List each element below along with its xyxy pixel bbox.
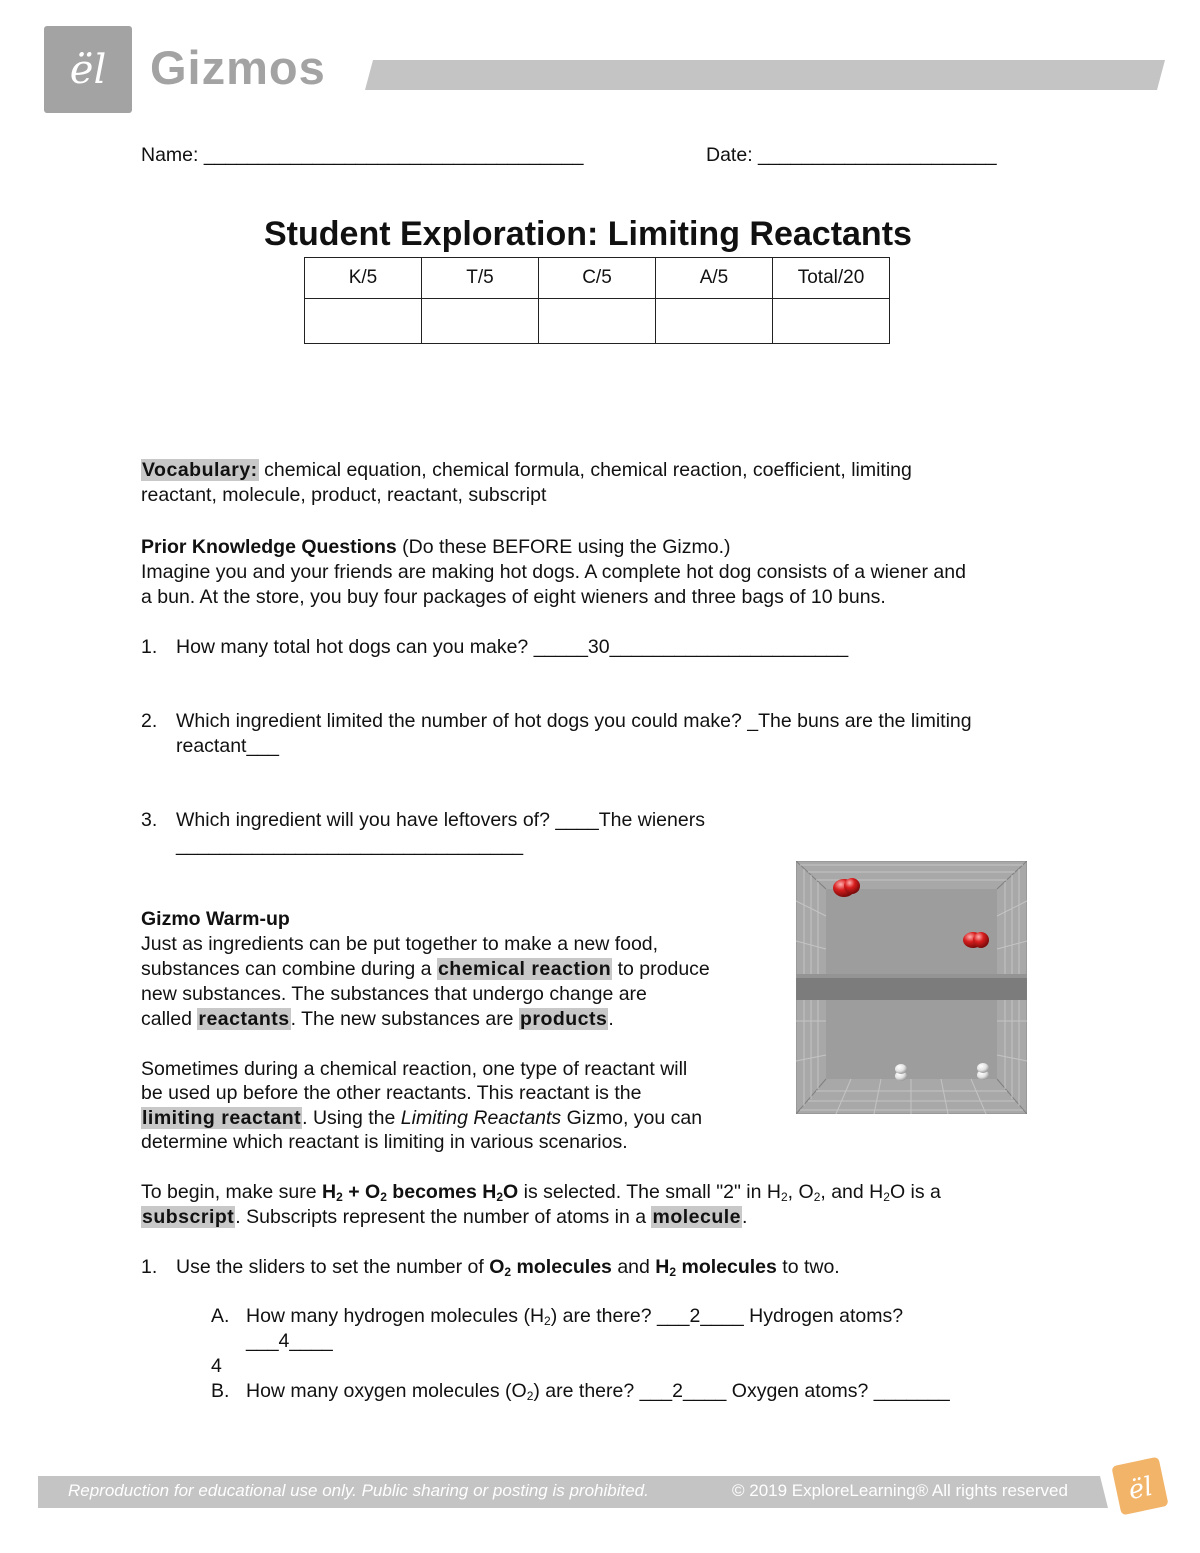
warmup-p2-line-2: be used up before the other reactants. This reactant is the	[141, 1082, 642, 1104]
vocabulary-label: Vocabulary:	[142, 459, 258, 481]
prior-knowledge-heading: Prior Knowledge Questions (Do these BEFORE using the Gizmo.)	[141, 536, 731, 558]
page-title: Student Exploration: Limiting Reactants	[264, 215, 912, 253]
warmup-p2-line-1: Sometimes during a chemical reaction, one type of reactant will	[141, 1058, 688, 1080]
gizmo-simulation-image	[796, 861, 1027, 1114]
score-cell	[422, 299, 539, 344]
warmup-p1-line-2: substances can combine during a chemical reaction to produce	[141, 958, 710, 980]
score-header-a: A/5	[656, 258, 773, 299]
term-molecule: molecule	[652, 1206, 742, 1228]
score-cell	[656, 299, 773, 344]
score-cell	[305, 299, 422, 344]
warmup-p3-line-1: To begin, make sure $H_2 + O_2$ becomes $H_2O$ is selected. The small "2" in $H_2$, $O_2$, and $H_2O$ is a	[141, 1181, 941, 1204]
explorelearning-footer-logo-icon	[1106, 1453, 1172, 1519]
score-header-k: K/5	[305, 258, 422, 299]
prior-intro-line-2: a bun. At the store, you buy four packages of eight wieners and three bags of 10 buns.	[141, 586, 886, 608]
question-3-line-2: ________________________________	[176, 834, 524, 856]
footer-copyright: © 2019 ExploreLearning® All rights reserved	[732, 1481, 1068, 1500]
brand-title: Gizmos	[150, 41, 326, 94]
term-products: products	[519, 1008, 608, 1030]
term-subscript: subscript	[142, 1206, 235, 1228]
warmup-question-a-line-3: 4	[211, 1355, 222, 1377]
date-field-label: Date: ______________________	[706, 144, 997, 166]
term-limiting-reactant: limiting reactant	[142, 1107, 302, 1129]
warmup-heading: Gizmo Warm-up	[141, 908, 290, 930]
term-reactants: reactants	[198, 1008, 290, 1030]
explorelearning-logo-icon: ël	[69, 46, 107, 93]
warmup-p2-line-3: limiting reactant. Using the Limiting Reactants Gizmo, you can	[142, 1107, 703, 1129]
svg-text:ël: ël	[1125, 1471, 1156, 1507]
warmup-step-1: 1. Use the sliders to set the number of $O_2$ molecules and $H_2$ molecules to two.	[141, 1256, 840, 1279]
term-chemical-reaction: chemical reaction	[437, 958, 612, 980]
question-2-line-2: reactant___	[176, 735, 279, 757]
question-3: 3. Which ingredient will you have leftovers of? ____The wieners	[141, 809, 705, 831]
vocabulary-line-2: reactant, molecule, product, reactant, subscript	[141, 484, 547, 506]
score-cell	[773, 299, 890, 344]
score-header-row	[305, 258, 890, 299]
warmup-question-a: A. How many hydrogen molecules $(H_2)$ are there? ___2____ Hydrogen atoms?	[211, 1305, 904, 1328]
vocabulary-line-1: Vocabulary: chemical equation, chemical formula, chemical reaction, coefficient, limiting	[142, 459, 912, 481]
score-header-c: C/5	[539, 258, 656, 299]
warmup-p1-line-4: called reactants. The new substances are products.	[141, 1008, 614, 1030]
warmup-p1-line-1: Just as ingredients can be put together to make a new food,	[141, 933, 659, 955]
question-2: 2. Which ingredient limited the number of hot dogs you could make? _The buns are the limiting	[141, 710, 972, 732]
warmup-p1-line-3: new substances. The substances that undergo change are	[141, 983, 647, 1005]
warmup-question-a-line-2: ___4____	[246, 1330, 333, 1352]
name-field-label: Name: ___________________________________	[141, 144, 584, 166]
score-header-t: T/5	[422, 258, 539, 299]
score-cell	[539, 299, 656, 344]
warmup-p2-line-4: determine which reactant is limiting in various scenarios.	[141, 1131, 628, 1153]
score-blank-row	[305, 299, 890, 344]
header-decor-bar	[365, 60, 1165, 90]
score-header-total: Total/20	[773, 258, 890, 299]
footer-reproduction-notice: Reproduction for educational use only. Public sharing or posting is prohibited.	[68, 1481, 649, 1500]
prior-intro-line-1: Imagine you and your friends are making hot dogs. A complete hot dog consists of a wiener and	[141, 561, 966, 583]
score-table	[304, 257, 890, 344]
warmup-p3-line-2: subscript. Subscripts represent the number of atoms in a molecule.	[142, 1206, 748, 1228]
question-1: 1. How many total hot dogs can you make? _____30______________________	[141, 636, 849, 658]
warmup-question-b: B. How many oxygen molecules $(O_2)$ are there? ___2____ Oxygen atoms? _______	[211, 1380, 950, 1403]
